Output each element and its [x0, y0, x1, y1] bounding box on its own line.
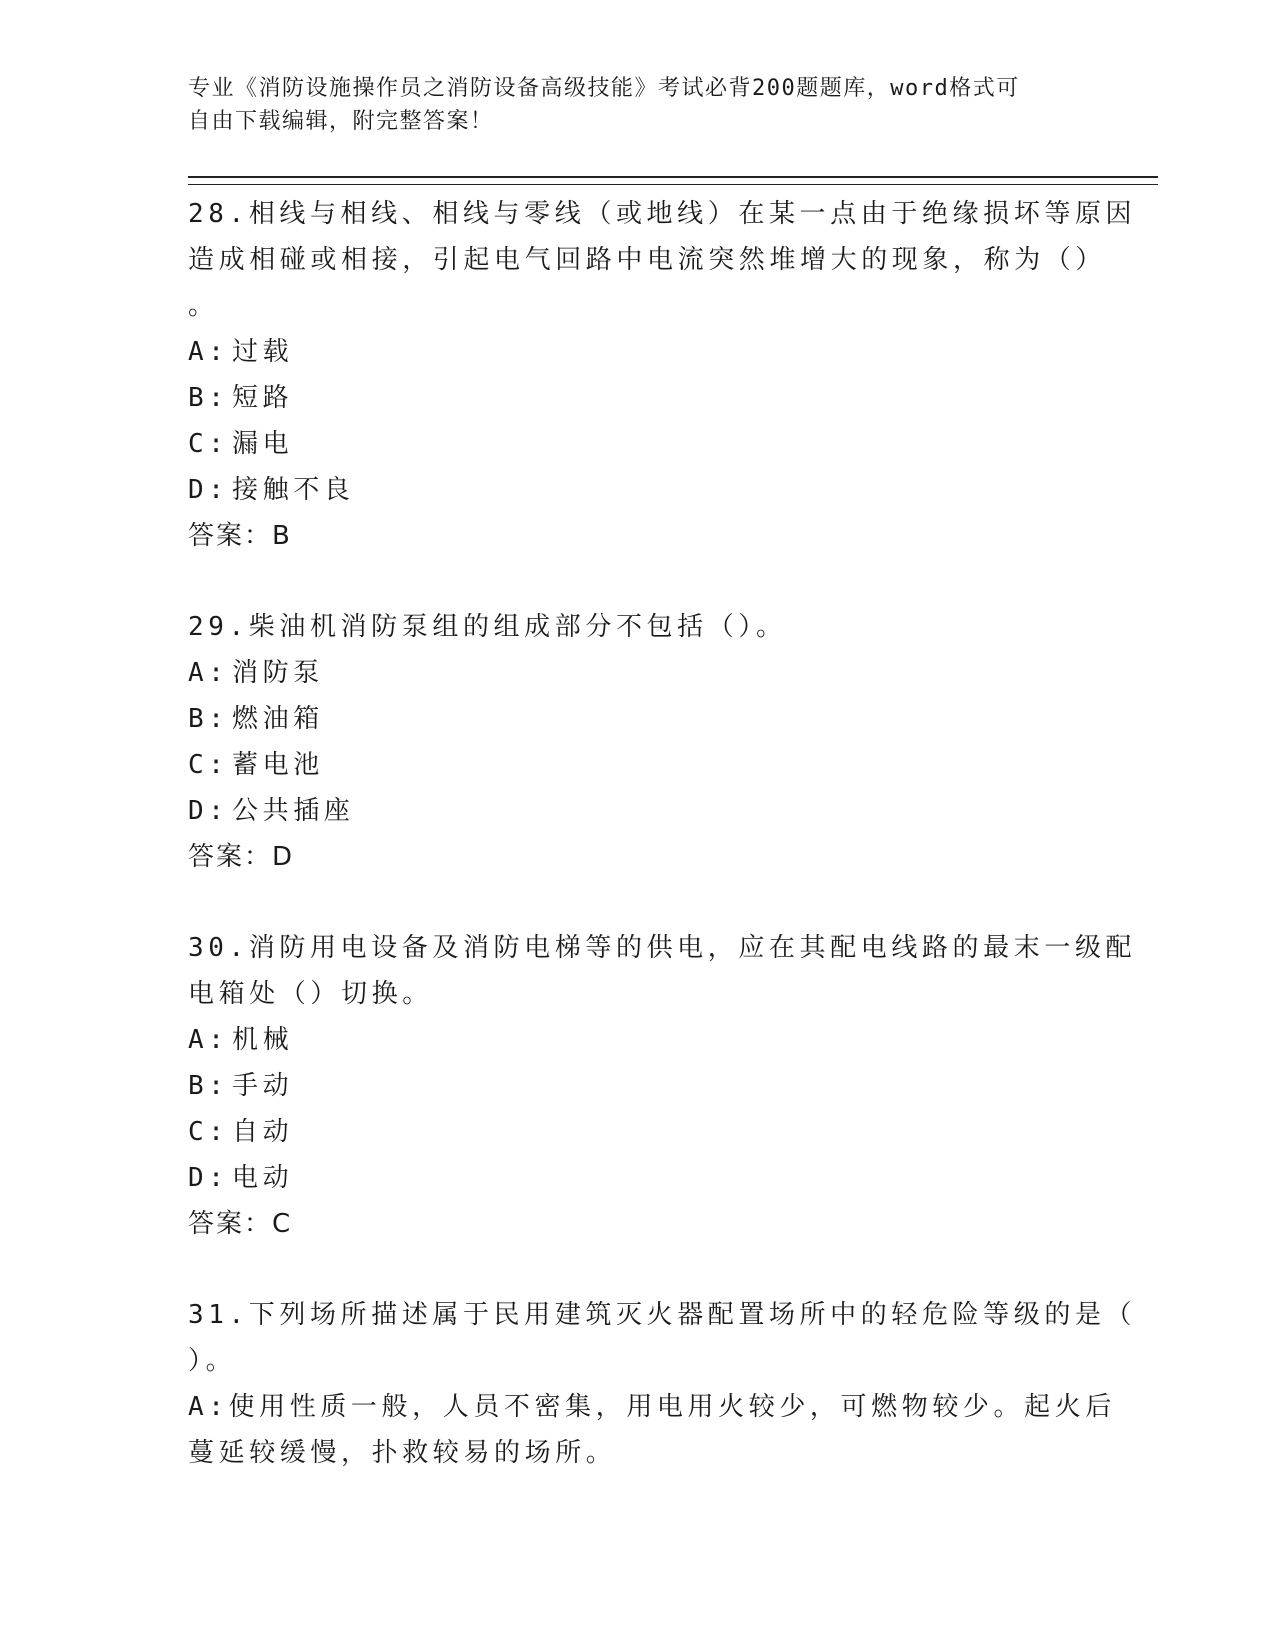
- option-continuation: 蔓延较缓慢，扑救较易的场所。: [188, 1438, 617, 1468]
- option-letter: D:: [188, 475, 229, 505]
- option-c: [188, 421, 1088, 467]
- option-text: 短路: [232, 383, 294, 413]
- option-letter: C:: [188, 429, 229, 459]
- option-a: [188, 650, 1088, 696]
- option-letter: A:: [188, 1025, 229, 1055]
- option-text: 电动: [232, 1163, 294, 1193]
- option-text: 公共插座: [232, 796, 355, 826]
- option-d: [188, 788, 1088, 834]
- option-a: [188, 1384, 1116, 1430]
- question-stem-line: 28.相线与相线、相线与零线（或地线）在某一点由于绝缘损坏等原因: [188, 199, 1137, 229]
- option-text: 消防泵: [232, 658, 324, 688]
- option-letter: A:: [188, 337, 229, 367]
- option-a: [188, 329, 1088, 375]
- option-text: 燃油箱: [232, 704, 324, 734]
- option-letter: A:: [188, 658, 229, 688]
- header-line-2: 自由下载编辑，附完整答案！: [188, 109, 494, 134]
- option-letter: B:: [188, 383, 229, 413]
- option-letter: B:: [188, 1071, 229, 1101]
- document-header: [188, 72, 1068, 138]
- option-letter: D:: [188, 1163, 229, 1193]
- option-b: [188, 375, 1088, 421]
- option-c: [188, 1109, 1088, 1155]
- question-29: [188, 604, 1088, 880]
- option-b: [188, 696, 1088, 742]
- option-d: [188, 1155, 1088, 1201]
- question-stem-line: 31.下列场所描述属于民用建筑灭火器配置场所中的轻危险等级的是（: [188, 1300, 1137, 1330]
- option-text: 手动: [232, 1071, 294, 1101]
- header-divider: [188, 176, 1158, 185]
- answer-line: 答案：B: [188, 521, 292, 551]
- option-c: [188, 742, 1088, 788]
- question-28: [188, 191, 1137, 559]
- option-letter: C:: [188, 1117, 229, 1147]
- option-text: 自动: [232, 1117, 294, 1147]
- question-stem-line: 29.柴油机消防泵组的组成部分不包括（）。: [188, 612, 787, 642]
- question-list: [188, 191, 1137, 1521]
- question-31: [188, 1292, 1137, 1476]
- option-text: 机械: [232, 1025, 294, 1055]
- question-stem-line: 造成相碰或相接，引起电气回路中电流突然堆增大的现象，称为（）: [188, 245, 1107, 275]
- answer-line: 答案：C: [188, 1209, 293, 1239]
- question-stem-line: 30.消防用电设备及消防电梯等的供电，应在其配电线路的最末一级配: [188, 933, 1137, 963]
- option-d: [188, 467, 1088, 513]
- option-letter: D:: [188, 796, 229, 826]
- option-b: [188, 1063, 1088, 1109]
- option-letter: A:: [188, 1392, 229, 1422]
- option-letter: B:: [188, 704, 229, 734]
- option-a: [188, 1017, 1088, 1063]
- question-stem-line: 电箱处（）切换。: [188, 979, 433, 1009]
- answer-line: 答案：D: [188, 842, 295, 872]
- question-stem-line: ）。: [188, 1346, 237, 1376]
- option-text: 漏电: [232, 429, 294, 459]
- option-text: 蓄电池: [232, 750, 324, 780]
- option-letter: C:: [188, 750, 229, 780]
- question-stem-line: 。: [188, 291, 219, 321]
- option-text: 过载: [232, 337, 294, 367]
- question-30: [188, 925, 1137, 1247]
- option-text: 接触不良: [232, 475, 355, 505]
- option-text: 使用性质一般，人员不密集，用电用火较少，可燃物较少。起火后: [228, 1392, 1116, 1422]
- header-line-1: 专业《消防设施操作员之消防设备高级技能》考试必背200题题库，word格式可: [188, 76, 1020, 101]
